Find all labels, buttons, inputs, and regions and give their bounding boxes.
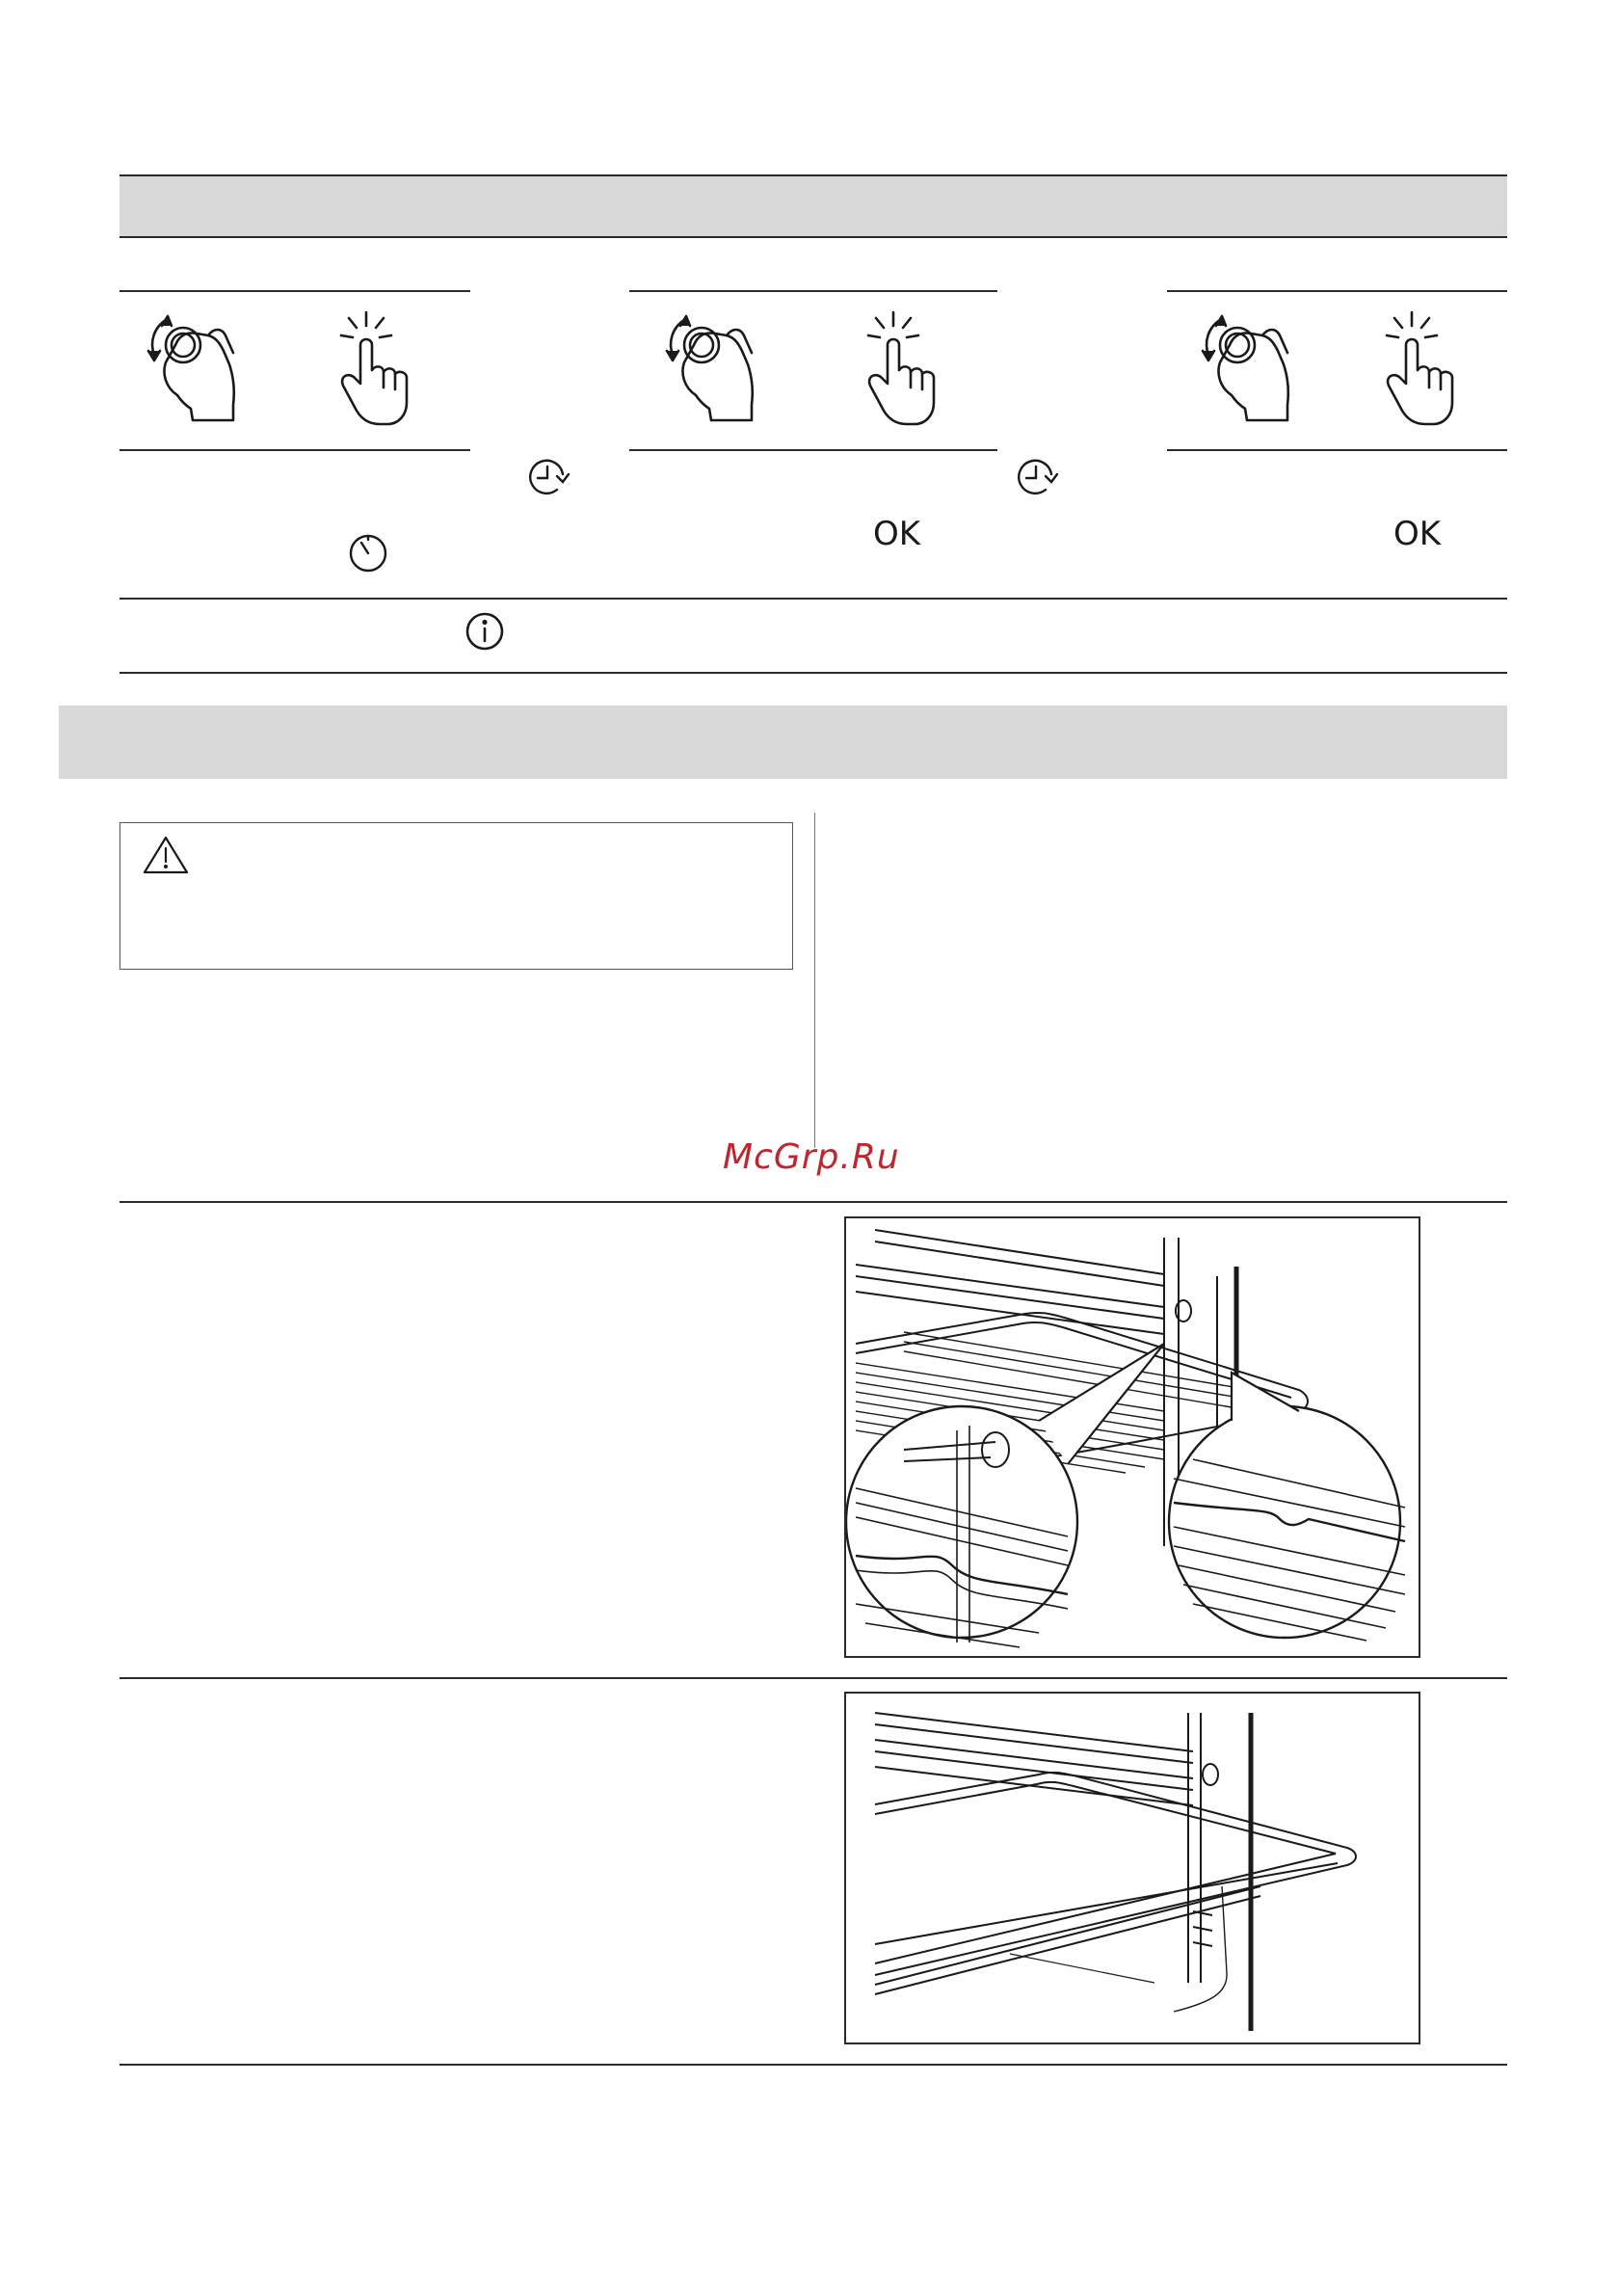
press-finger-icon	[1373, 310, 1460, 428]
press-finger-icon	[855, 310, 942, 428]
rotate-knob-hand-icon	[1191, 307, 1307, 426]
ok-label: OK	[1393, 515, 1442, 553]
info-row-rule-bottom	[119, 672, 1507, 674]
ok-label: OK	[873, 515, 921, 553]
press-finger-icon	[328, 310, 414, 428]
info-row-rule-top	[119, 598, 1507, 600]
section-rule	[119, 1201, 1507, 1203]
section-rule	[119, 1677, 1507, 1679]
watermark: McGrp.Ru	[723, 1137, 900, 1177]
step-table-rule-top-3	[1167, 290, 1507, 292]
section-header-bar	[59, 706, 1507, 779]
end-time-clock-icon	[526, 457, 574, 497]
column-divider	[814, 813, 815, 1148]
step-table-rule-top-2	[629, 290, 997, 292]
step-table-rule-top-1	[119, 290, 470, 292]
wire-shelf-illustration	[844, 1216, 1420, 1658]
baking-tray-illustration	[844, 1692, 1420, 2044]
rotate-knob-hand-icon	[137, 307, 252, 426]
step-table-rule-bottom-3	[1167, 449, 1507, 451]
rotate-knob-hand-icon	[655, 307, 771, 426]
warning-triangle-icon	[142, 835, 190, 875]
duration-clock-icon	[347, 532, 389, 574]
section-header-bar	[119, 174, 1507, 238]
step-table-rule-bottom-1	[119, 449, 470, 451]
step-table-rule-bottom-2	[629, 449, 997, 451]
info-icon	[464, 611, 505, 652]
end-time-clock-icon	[1015, 457, 1063, 497]
section-rule	[119, 2064, 1507, 2066]
warning-box	[119, 822, 793, 970]
